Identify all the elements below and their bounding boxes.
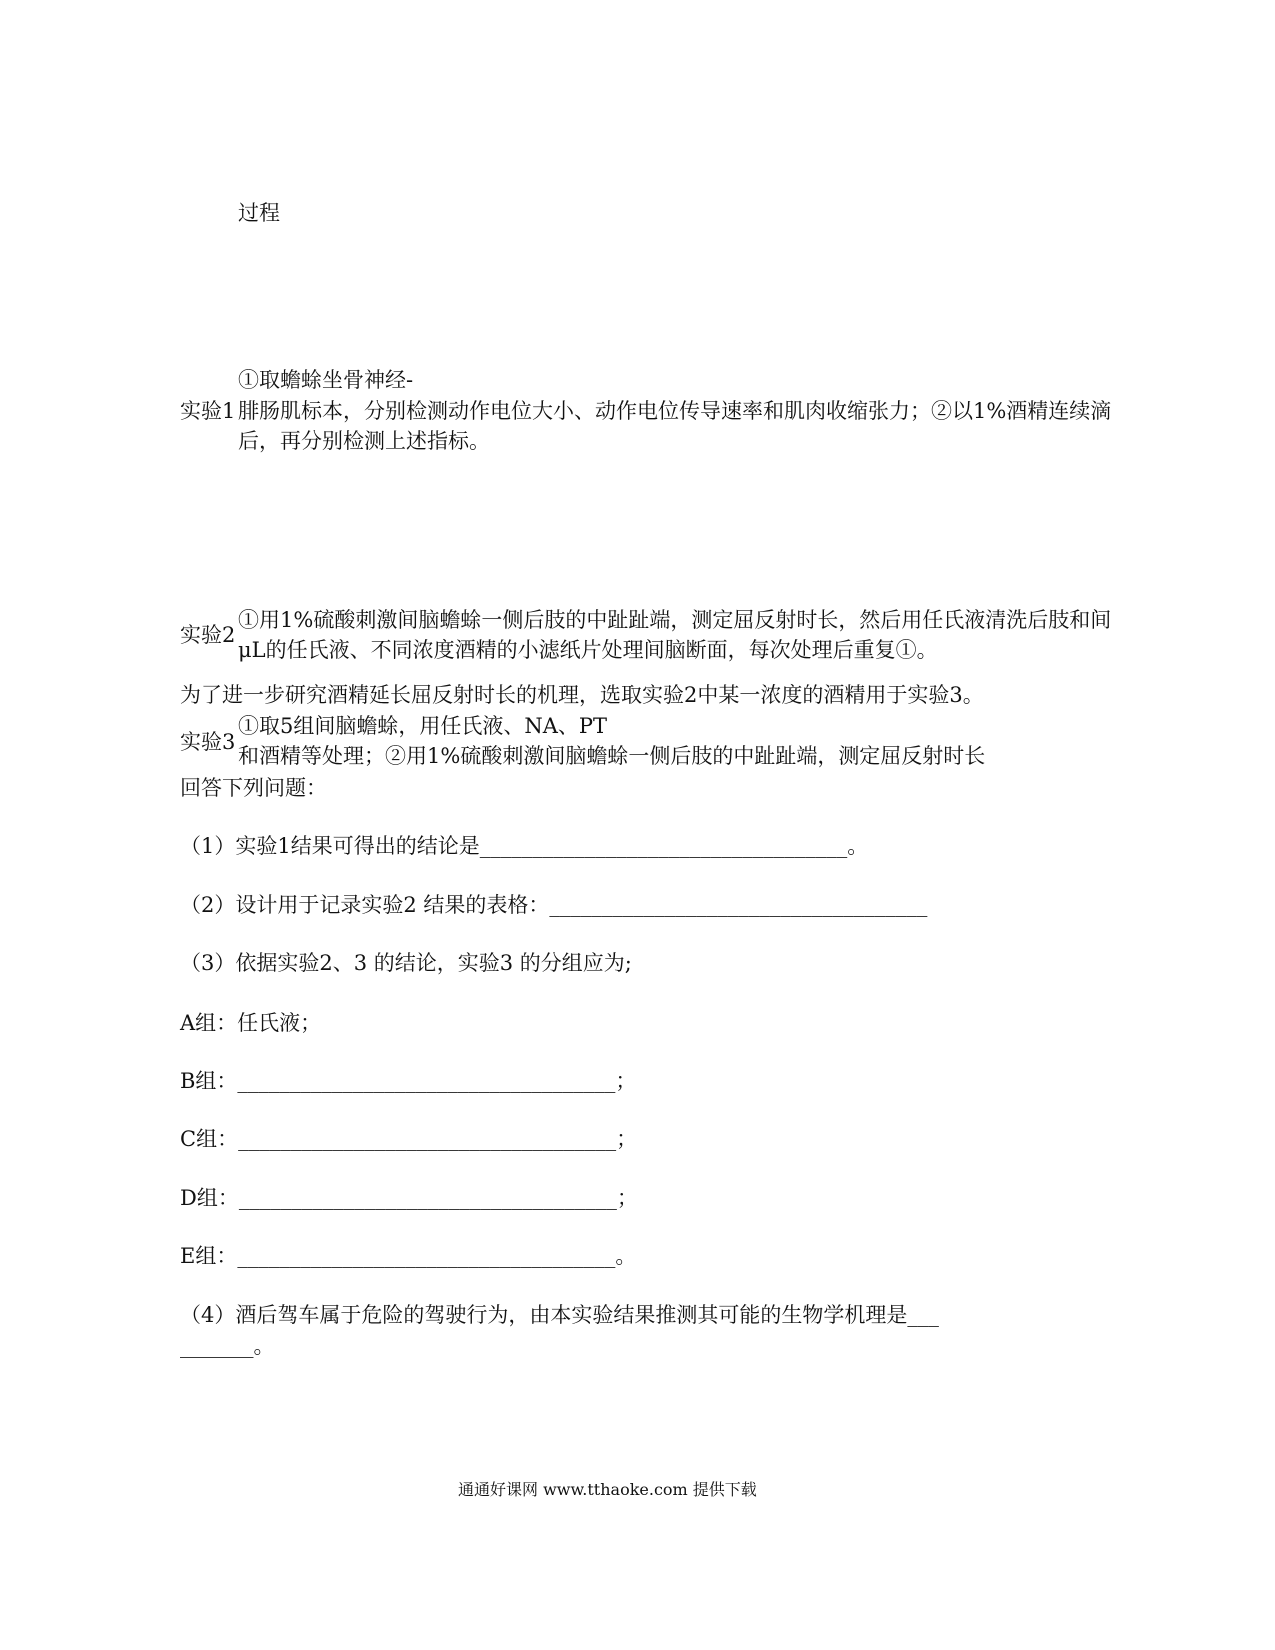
question-3: （3）依据实验2、3 的结论，实验3 的分组应为; [180,951,632,975]
experiment3-intro: 为了进一步研究酒精延长屈反射时长的机理，选取实验2中某一浓度的酒精用于实验3。 [180,683,984,707]
group-d: D组：____________________________________； [180,1186,638,1210]
footer: 通通好课网 www.tthaoke.com 提供下载 [458,1480,757,1499]
experiment3-line2: 和酒精等处理；②用1%硫酸刺激间脑蟾蜍一侧后肢的中趾趾端，测定屈反射时长 [238,744,986,768]
experiment1-line1: ①取蟾蜍坐骨神经- [238,368,414,392]
group-c: C组：____________________________________； [180,1127,638,1151]
process-title: 过程 [238,201,280,225]
experiment3-line1: ①取5组间脑蟾蜍，用任氏液、NA、PT [238,714,608,738]
question-1: （1）实验1结果可得出的结论是___________________________________。 [180,834,869,858]
experiment1-label: 实验1 [180,399,236,423]
experiment2-line2: μL的任氏液、不同浓度酒精的小滤纸片处理间脑断面，每次处理后重复①。 [238,638,938,662]
answer-prompt: 回答下列问题： [180,776,327,800]
group-b: B组：____________________________________； [180,1069,637,1093]
group-e: E组：____________________________________。 [180,1244,637,1268]
question-4-line1: （4）酒后驾车属于危险的驾驶行为，由本实验结果推测其可能的生物学机理是___ [180,1303,939,1327]
experiment1-line2: 腓肠肌标本，分别检测动作电位大小、动作电位传导速率和肌肉收缩张力；②以1%酒精连续滴 [238,399,1112,423]
experiment1-line3: 后，再分别检测上述指标。 [238,429,490,453]
question-2: （2）设计用于记录实验2 结果的表格：____________________________________ [180,893,928,917]
group-a: A组：任氏液； [180,1011,322,1035]
experiment2-label: 实验2 [180,623,236,647]
question-4-line2: _______。 [180,1334,275,1358]
experiment3-label: 实验3 [180,730,236,754]
experiment2-line1: ①用1%硫酸刺激间脑蟾蜍一侧后肢的中趾趾端，测定屈反射时长，然后用任氏液清洗后肢和间 [238,608,1112,632]
